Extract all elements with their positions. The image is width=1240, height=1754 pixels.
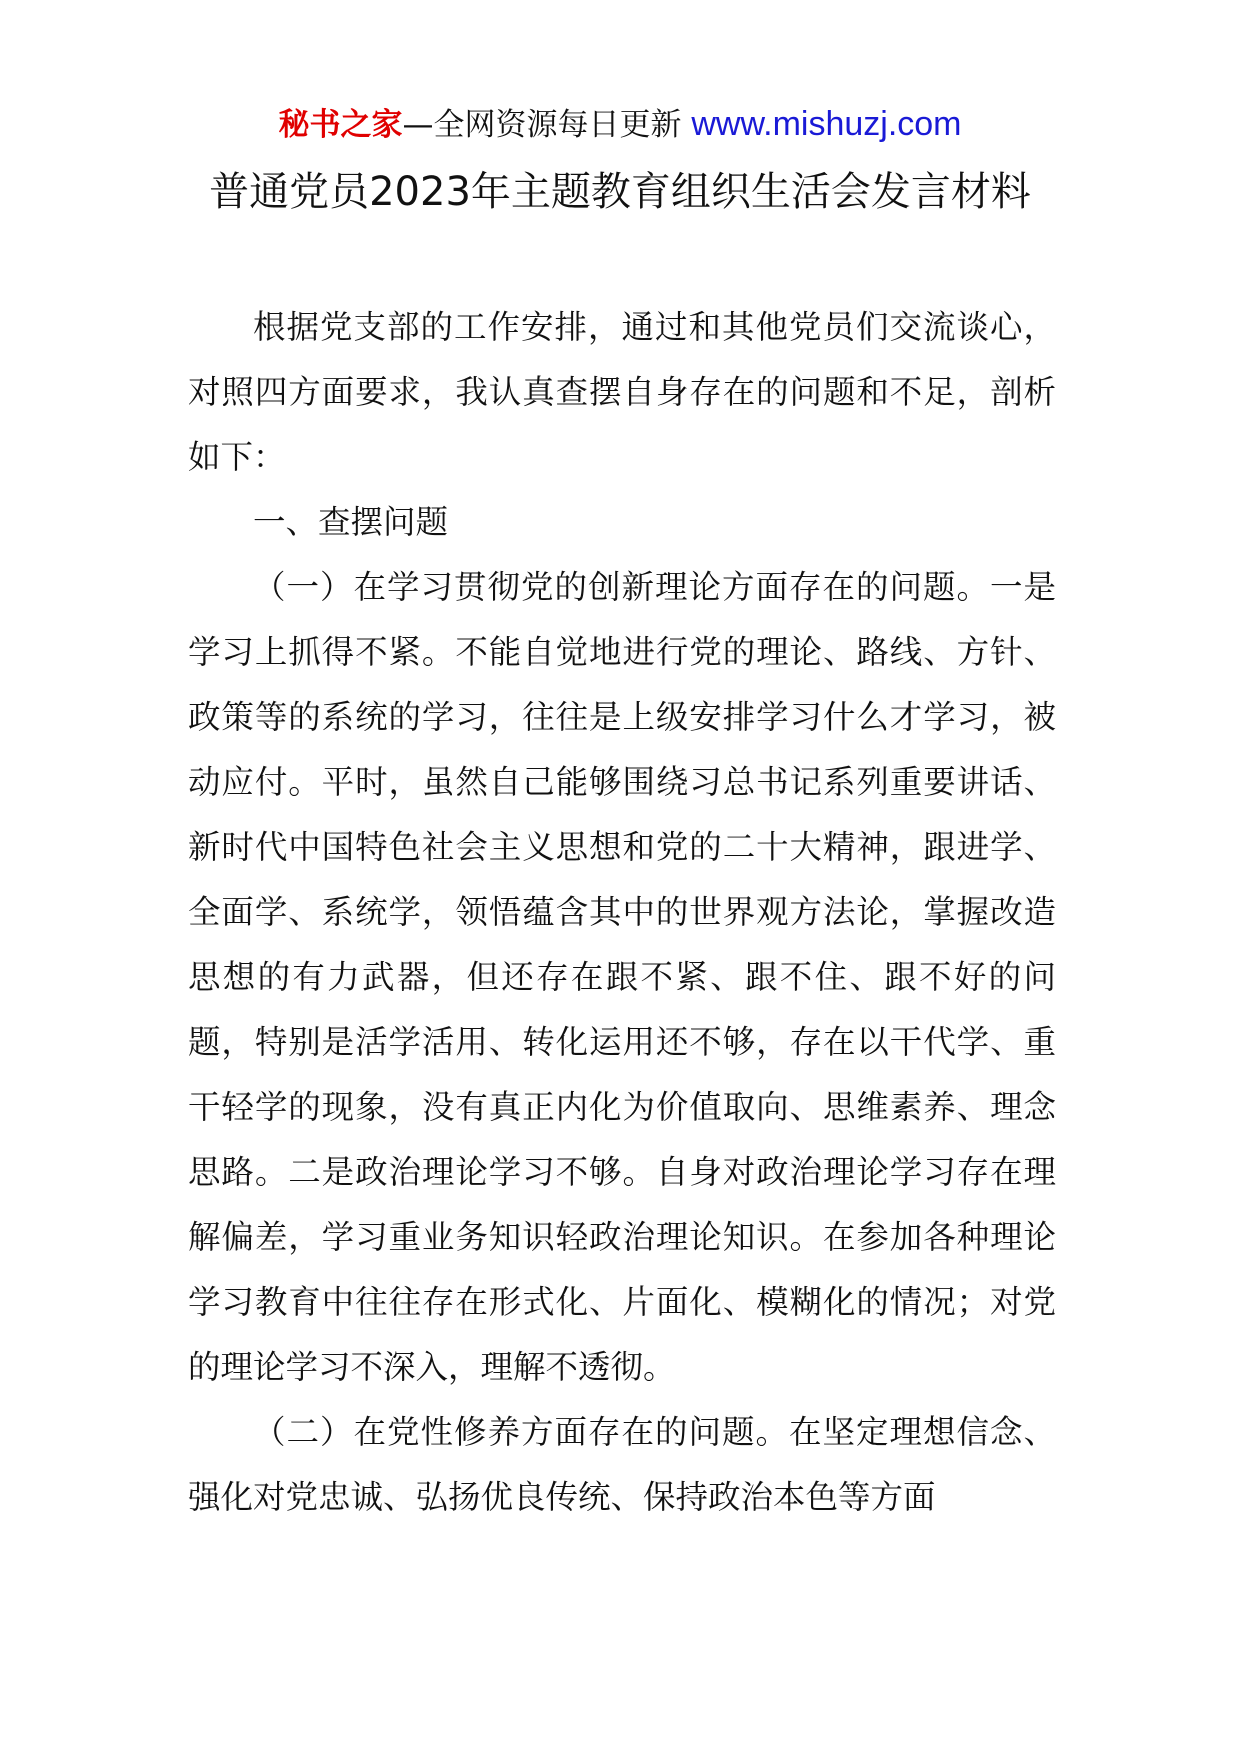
watermark-header: [0, 104, 1240, 145]
section-heading: 一、查摆问题: [253, 503, 449, 541]
document-title: 普通党员2023年主题教育组织生活会发言材料: [209, 169, 1031, 215]
site-url-link[interactable]: www.mishuzj.com: [691, 105, 962, 143]
site-name: 秘书之家: [278, 107, 403, 143]
intro-paragraph: 根据党支部的工作安排，通过和其他党员们交流谈心，对照四方面要求，我认真查摆自身存在的问题和不足，剖析如下：: [188, 308, 1056, 476]
document-body: [188, 295, 1056, 1530]
site-slogan: —全网资源每日更新: [402, 107, 692, 143]
body-paragraph: （一）在学习贯彻党的创新理论方面存在的问题。一是学习上抓得不紧。不能自觉地进行党的理论、路线、方针、政策等的系统的学习，往往是上级安排学习什么才学习，被动应付。平时，虽然自己能够围绕习总书记系列重要讲话、新时代中国特色社会主义思想和党的二十大精神，跟进学、全面学、系统学，领悟蕴含其中的世界观方法论，掌握改造思想的有力武器，但还存在跟不紧、跟不住、跟不好的问题，特别是活学活用、转化运用还不够，存在以干代学、重干轻学的现象，没有真正内化为价值取向、思维素养、理念思路。二是政治理论学习不够。自身对政治理论学习存在理解偏差，学习重业务知识轻政治理论知识。在参加各种理论学习教育中往往存在形式化、片面化、模糊化的情况；对党的理论学习不深入，理解不透彻。: [188, 568, 1056, 1386]
body-paragraph: （二）在党性修养方面存在的问题。在坚定理想信念、强化对党忠诚、弘扬优良传统、保持政治本色等方面: [188, 1413, 1056, 1516]
